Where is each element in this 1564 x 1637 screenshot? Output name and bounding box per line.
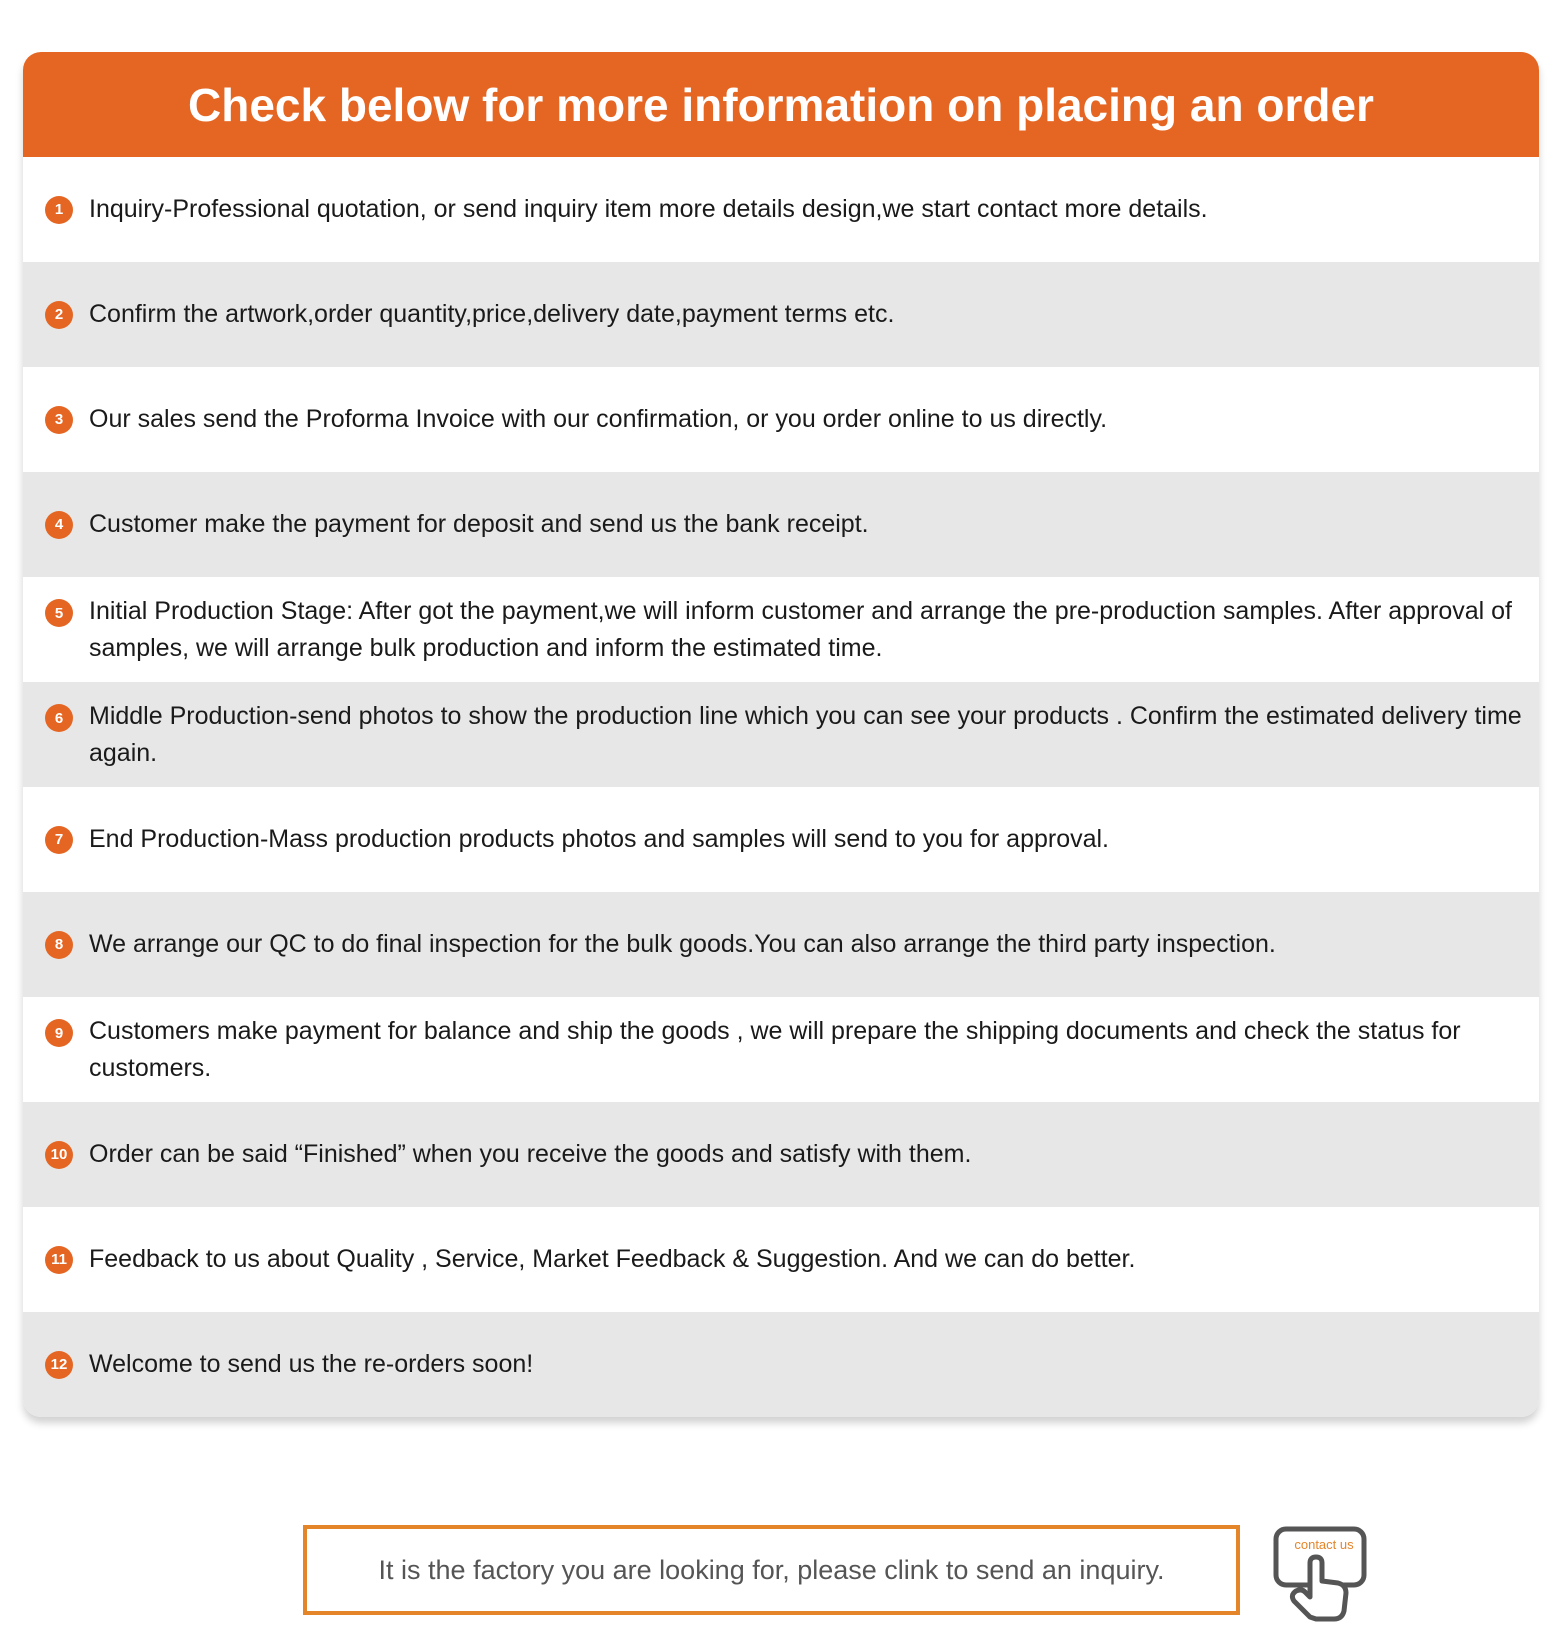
step-number-badge: 7 [45,826,73,854]
order-info-card [23,52,1539,1417]
list-item [23,262,1539,367]
step-text: Confirm the artwork,order quantity,price,delivery date,payment terms etc. [89,300,895,328]
step-number-badge: 1 [45,196,73,224]
list-item [23,1312,1539,1417]
list-item [23,787,1539,892]
step-text: Welcome to send us the re-orders soon! [89,1350,534,1378]
step-text: Feedback to us about Quality , Service, Market Feedback & Suggestion. And we can do better. [89,1245,1136,1273]
step-text: Inquiry-Professional quotation, or send inquiry item more details design,we start contact more details. [89,195,1208,223]
list-item [23,682,1539,787]
step-number-badge: 12 [45,1351,73,1379]
step-text: Initial Production Stage: After got the payment,we will inform customer and arrange the pre-production samples. After approval of samples, we will arrange bulk production and inform the estimated time. [89,596,1512,662]
step-number-badge: 6 [45,704,73,732]
step-number-badge: 4 [45,511,73,539]
step-text: Customers make payment for balance and ship the goods , we will prepare the shipping documents and check the status for customers. [89,1016,1461,1082]
list-item [23,367,1539,472]
step-number-badge: 11 [45,1246,73,1274]
page-title: Check below for more information on placing an order [188,78,1374,131]
step-number-badge: 10 [45,1141,73,1169]
list-item [23,1102,1539,1207]
step-text: End Production-Mass production products photos and samples will send to you for approval. [89,825,1110,853]
step-number-badge: 5 [45,599,73,627]
step-number-badge: 3 [45,406,73,434]
list-item [23,157,1539,262]
list-item [23,892,1539,997]
send-inquiry-button[interactable] [303,1525,1240,1615]
card-header [23,52,1539,157]
step-number-badge: 8 [45,931,73,959]
step-text: Our sales send the Proforma Invoice with our confirmation, or you order online to us directly. [89,405,1108,433]
step-text: Customer make the payment for deposit and send us the bank receipt. [89,510,869,538]
step-text: Order can be said “Finished” when you receive the goods and satisfy with them. [89,1140,972,1168]
list-item [23,472,1539,577]
step-text: We arrange our QC to do final inspection for the bulk goods.You can also arrange the third party inspection. [89,930,1276,958]
list-item [23,1207,1539,1312]
list-item [23,997,1539,1102]
step-number-badge: 9 [45,1019,73,1047]
step-text: Middle Production-send photos to show the production line which you can see your products . Confirm the estimated delivery time again. [89,701,1522,767]
send-inquiry-label: It is the factory you are looking for, please clink to send an inquiry. [378,1554,1165,1585]
contact-us-label: contact us [1294,1537,1354,1552]
step-number-badge: 2 [45,301,73,329]
list-item [23,577,1539,682]
